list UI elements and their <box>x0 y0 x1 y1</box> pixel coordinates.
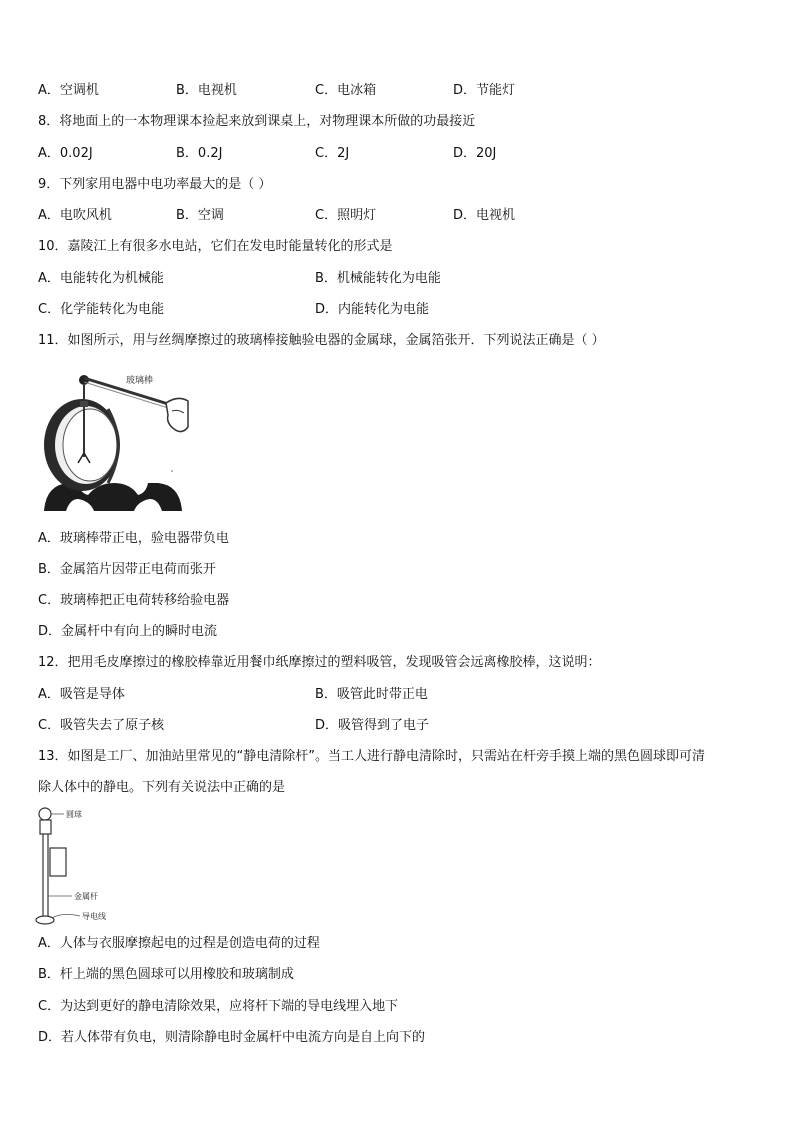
q9-stem: 9．下列家用电器中电功率最大的是（ ） <box>38 177 272 192</box>
q10-option-d: D．内能转化为电能 <box>315 302 430 317</box>
q8-stem: 8．将地面上的一本物理课本捡起来放到课桌上，对物理课本所做的功最接近 <box>38 114 476 129</box>
q12-option-c: C．吸管失去了原子核 <box>38 718 165 733</box>
q13-stem-line2: 除人体中的静电。下列有关说法中正确的是 <box>38 780 286 795</box>
q7-option-a: A．空调机 <box>38 83 99 98</box>
q9-option-a: A．电吹风机 <box>38 208 112 223</box>
q7-option-c: C．电冰箱 <box>315 83 377 98</box>
q13-option-b: B．杆上端的黑色圆球可以用橡胶和玻璃制成 <box>38 967 294 982</box>
q10-option-b: B．机械能转化为电能 <box>315 271 441 286</box>
q13-stem-line1: 13．如图是工厂、加油站里常见的“静电清除杆”。当工人进行静电清除时，只需站在杆旁手摸上端的黑色圆球即可清 <box>38 749 706 764</box>
q12-option-b: B．吸管此时带正电 <box>315 687 428 702</box>
ball-label: 圆球 <box>66 810 82 819</box>
q12-option-d: D．吸管得到了电子 <box>315 718 430 733</box>
q10-option-c: C．化学能转化为电能 <box>38 302 165 317</box>
q8-option-b: B．0.2J <box>176 146 223 161</box>
q13-option-d: D．若人体带有负电，则清除静电时金属杆中电流方向是自上向下的 <box>38 1030 426 1045</box>
q8-option-a: A．0.02J <box>38 146 93 161</box>
q12-option-a: A．吸管是导体 <box>38 687 125 702</box>
static-eliminator-figure <box>34 806 134 928</box>
q9-option-d: D．电视机 <box>453 208 516 223</box>
q11-option-b: B．金属箔片因带正电荷而张开 <box>38 562 216 577</box>
glass-rod-label: 玻璃棒 <box>126 376 154 386</box>
q7-option-d: D．节能灯 <box>453 83 516 98</box>
electroscope-figure <box>38 365 190 511</box>
q9-option-b: B．空调 <box>176 208 224 223</box>
q8-option-c: C．2J <box>315 146 350 161</box>
q7-option-b: B．电视机 <box>176 83 237 98</box>
q10-option-a: A．电能转化为机械能 <box>38 271 164 286</box>
q10-stem: 10．嘉陵江上有很多水电站，它们在发电时能量转化的形式是 <box>38 239 393 254</box>
q11-option-a: A．玻璃棒带正电，验电器带负电 <box>38 531 229 546</box>
q11-stem: 11．如图所示，用与丝绸摩擦过的玻璃棒接触验电器的金属球，金属箔张开．下列说法正确是（ ） <box>38 333 605 348</box>
q11-option-d: D．金属杆中有向上的瞬时电流 <box>38 624 218 639</box>
q13-option-c: C．为达到更好的静电清除效果，应将杆下端的导电线埋入地下 <box>38 999 399 1014</box>
q11-option-c: C．玻璃棒把正电荷转移给验电器 <box>38 593 230 608</box>
q12-stem: 12．把用毛皮摩擦过的橡胶棒靠近用餐巾纸摩擦过的塑料吸管，发现吸管会远离橡胶棒，这说明： <box>38 655 601 670</box>
conductive-wire-label: 导电线 <box>82 912 106 921</box>
metal-rod-label: 金属杆 <box>74 892 98 901</box>
q9-option-c: C．照明灯 <box>315 208 377 223</box>
q13-option-a: A．人体与衣服摩擦起电的过程是创造电荷的过程 <box>38 936 320 951</box>
q8-option-d: D．20J <box>453 146 497 161</box>
